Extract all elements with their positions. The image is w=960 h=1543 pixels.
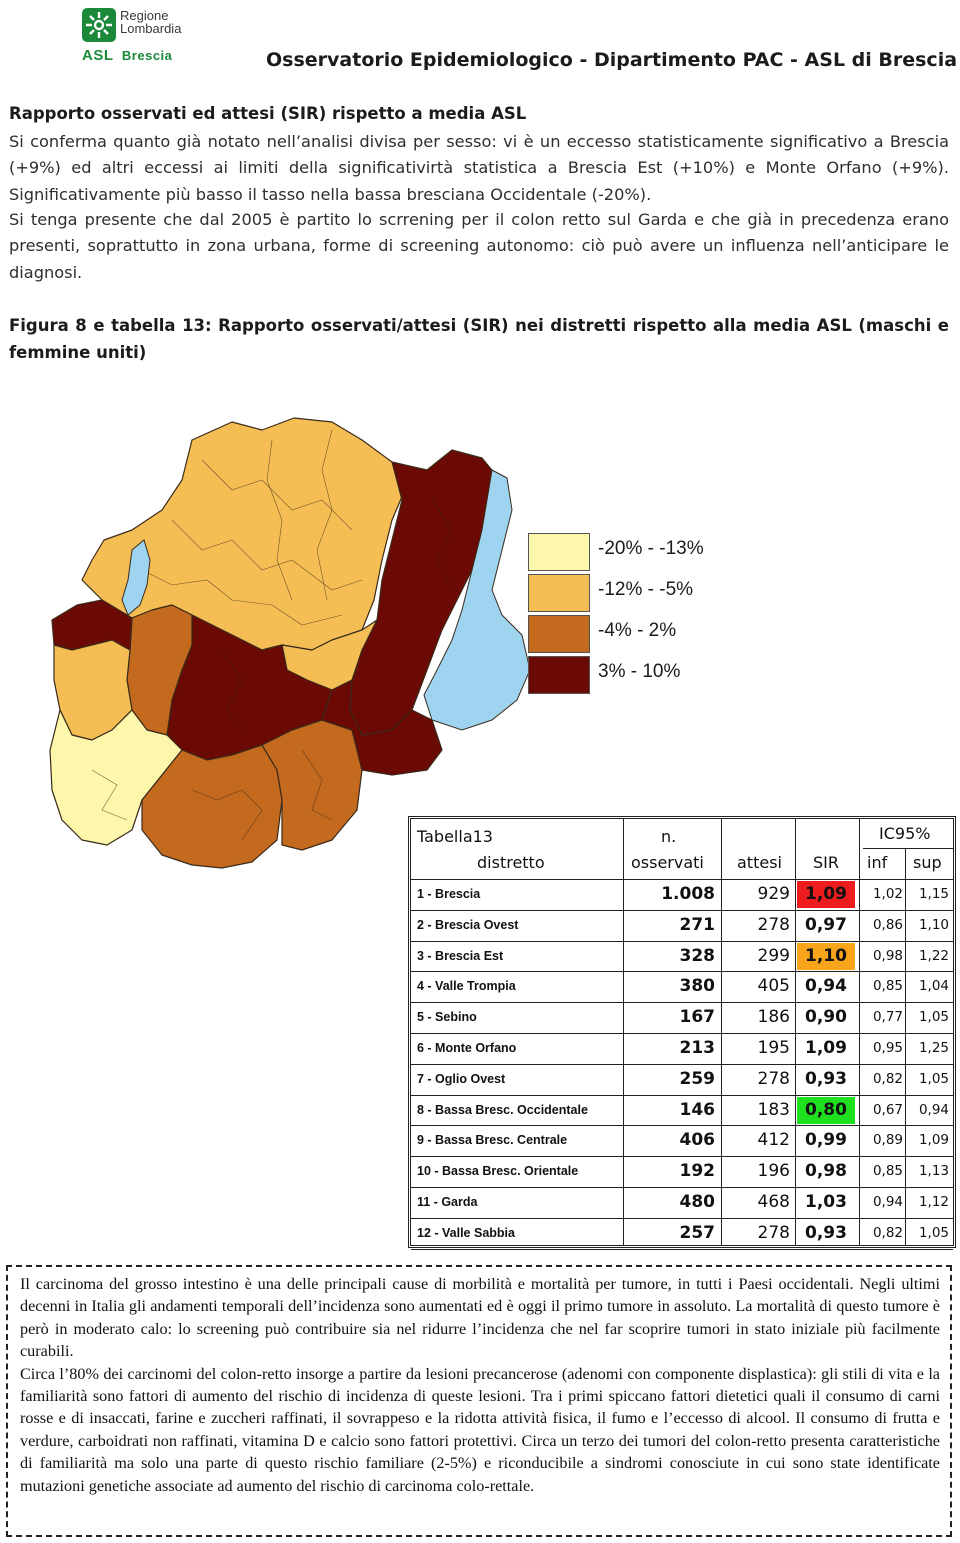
section-title: Rapporto osservati ed attesi (SIR) rispetto a media ASL <box>9 104 527 123</box>
cell-sir: 0,93 <box>805 1222 847 1243</box>
legend-label-1: -20% - -13% <box>598 538 704 559</box>
cell-inf: 0,85 <box>872 1163 903 1180</box>
section-paragraph-1: Si conferma quanto già notato nell’analisi divisa per sesso: vi è un eccesso statisticamente significativo a Brescia (+9%) ed altri eccessi ai limiti della significativirtà statistica a Brescia Est (+10%) e Monte Orfano (+9%). Significativamente più basso il tasso nella bassa bresciana Occidentale (-20%). <box>9 132 949 204</box>
sir-table <box>408 816 956 1248</box>
header-ic95: IC95% <box>879 824 931 843</box>
cell-distretto: 3 - Brescia Est <box>417 948 504 963</box>
cell-attesi: 299 <box>757 945 790 966</box>
cell-osservati: 167 <box>679 1007 715 1028</box>
cell-attesi: 278 <box>757 914 790 935</box>
logo-region-text <box>120 9 181 35</box>
cell-attesi: 412 <box>757 1130 790 1151</box>
asl-logo <box>80 6 210 66</box>
info-box <box>6 1265 952 1537</box>
logo-region-line2: Lombardia <box>120 21 182 36</box>
table-title: Tabella13 <box>417 827 493 846</box>
cell-inf: 0,82 <box>872 1224 903 1241</box>
cell-sup: 1,09 <box>918 1132 949 1149</box>
cell-sir: 1,09 <box>797 881 855 908</box>
cell-distretto: 9 - Bassa Bresc. Centrale <box>417 1133 568 1148</box>
cell-sup: 1,13 <box>918 1163 949 1180</box>
cell-distretto: 5 - Sebino <box>417 1010 477 1025</box>
logo-brescia: Brescia <box>121 48 173 63</box>
info-paragraph-1: Il carcinoma del grosso intestino è una delle principali cause di morbilità e mortalità per tumore, in tutti i Paesi occidentali. Negli ultimi decenni in Italia gli andamenti temporali dell’incidenza sono aumentati ed è oggi il primo tumore in assoluto. La mortalità di questo tumore è però in moderato calo: lo screening può contribuire sia nel ridurre l’incidenza che nel far scoprire tumori in stato iniziale più facilmente curabili. <box>20 1275 940 1361</box>
header-sir: SIR <box>813 853 839 872</box>
table-row <box>411 1034 953 1065</box>
district-north-area <box>82 418 404 650</box>
header-osservati: osservati <box>631 853 704 872</box>
cell-sup: 1,25 <box>918 1040 949 1056</box>
cell-sup: 0,94 <box>918 1101 949 1118</box>
cell-sir: 0,93 <box>805 1068 847 1089</box>
cell-sir: 1,10 <box>797 943 855 970</box>
cell-osservati: 146 <box>679 1099 715 1120</box>
logo-asl-text <box>82 47 172 64</box>
cell-sup: 1,04 <box>918 978 949 995</box>
logo-asl: ASL <box>82 47 114 64</box>
cell-sup: 1,22 <box>918 947 949 964</box>
cell-inf: 0,77 <box>872 1009 903 1026</box>
cell-inf: 0,89 <box>872 1132 903 1149</box>
table-row <box>411 1188 953 1219</box>
cell-attesi: 929 <box>757 884 790 904</box>
cell-distretto: 4 - Valle Trompia <box>417 979 516 994</box>
cell-sir: 0,94 <box>805 976 847 997</box>
cell-sir: 0,98 <box>805 1161 847 1182</box>
legend-swatch-1 <box>528 533 590 571</box>
cell-inf: 1,02 <box>872 886 903 902</box>
cell-sup: 1,05 <box>918 1070 949 1087</box>
cell-osservati: 328 <box>679 945 715 966</box>
cell-distretto: 10 - Bassa Bresc. Orientale <box>417 1164 579 1179</box>
header-attesi: attesi <box>737 853 782 872</box>
cell-sir: 0,90 <box>805 1007 847 1028</box>
page-header-title: Osservatorio Epidemiologico - Dipartimento PAC - ASL di Brescia <box>266 49 958 71</box>
cell-attesi: 405 <box>757 976 790 997</box>
district-map <box>32 400 552 870</box>
cell-osservati: 480 <box>679 1192 715 1212</box>
cell-sir: 1,03 <box>805 1192 847 1212</box>
cell-osservati: 380 <box>679 976 715 997</box>
cell-distretto: 2 - Brescia Ovest <box>417 917 519 932</box>
table-row <box>411 1065 953 1096</box>
cell-inf: 0,82 <box>872 1070 903 1087</box>
legend-label-2: -12% - -5% <box>598 579 694 600</box>
cell-distretto: 8 - Bassa Bresc. Occidentale <box>417 1102 588 1117</box>
table-row <box>411 1219 953 1250</box>
cell-sir: 0,80 <box>797 1097 855 1124</box>
legend-swatch-2 <box>528 574 590 612</box>
cell-inf: 0,98 <box>872 947 903 964</box>
figure-caption: Figura 8 e tabella 13: Rapporto osservati/attesi (SIR) nei distretti rispetto alla media ASL (maschi e femmine uniti) <box>9 316 949 362</box>
info-box-text <box>20 1273 940 1497</box>
header-n: n. <box>661 827 677 846</box>
cell-inf: 0,67 <box>872 1101 903 1118</box>
cell-attesi: 196 <box>757 1161 790 1182</box>
cell-distretto: 7 - Oglio Ovest <box>417 1071 506 1086</box>
table-row <box>411 1096 953 1127</box>
table-row <box>411 880 953 911</box>
legend-swatch-4 <box>528 656 590 694</box>
cell-attesi: 468 <box>757 1192 790 1212</box>
cell-sup: 1,15 <box>918 886 949 902</box>
info-paragraph-2: Circa l’80% dei carcinomi del colon-retto insorge a partire da lesioni precancerose (adenomi con componente displastica): gli stili di vita e la familiarità sono fattori di aumento del rischio di incidenza di queste lesioni. Tra i primi spiccano fattori dietetici quali il consumo di carni rosse e di insaccati, farine e zuccheri raffinati, il sovrappeso e la ridotta attività fisica, il fumo e l’eccesso di alcool. Il consumo di frutta e verdure, carboidrati non raffinati, vitamina D e calcio sono fattori protettivi. Circa un terzo dei tumori del colon-retto presenta caratteristiche di familiarità ma solo una parte di questo rischio familiare (2-5%) e riconducibile a sindromi conosciute in cui sono state identificate mutazioni genetiche associate ad aumento del rischio di carcinoma colo-rettale. <box>20 1364 940 1495</box>
cell-osservati: 1.008 <box>661 884 715 904</box>
cell-sir: 0,97 <box>805 914 847 935</box>
table-row <box>411 942 953 973</box>
table-row <box>411 972 953 1003</box>
cell-osservati: 259 <box>679 1068 715 1089</box>
cell-inf: 0,85 <box>872 978 903 995</box>
cell-osservati: 257 <box>679 1222 715 1243</box>
cell-distretto: 6 - Monte Orfano <box>417 1041 517 1055</box>
cell-distretto: 12 - Valle Sabbia <box>417 1225 515 1240</box>
cell-sup: 1,05 <box>918 1009 949 1026</box>
table-row <box>411 1157 953 1188</box>
lombardia-rose-icon <box>82 8 116 42</box>
cell-sir: 1,09 <box>805 1038 847 1058</box>
cell-attesi: 183 <box>757 1099 790 1120</box>
cell-distretto: 11 - Garda <box>417 1195 478 1209</box>
cell-attesi: 278 <box>757 1222 790 1243</box>
table-row <box>411 1003 953 1034</box>
legend-swatch-3 <box>528 615 590 653</box>
table-row <box>411 911 953 942</box>
cell-sup: 1,12 <box>918 1194 949 1210</box>
cell-attesi: 195 <box>757 1038 790 1058</box>
header-distretto: distretto <box>477 853 545 872</box>
logo-region-line1: Regione <box>120 8 169 23</box>
cell-osservati: 271 <box>679 914 715 935</box>
cell-sir: 0,99 <box>805 1130 847 1151</box>
cell-distretto: 1 - Brescia <box>417 887 481 901</box>
cell-osservati: 192 <box>679 1161 715 1182</box>
cell-inf: 0,94 <box>872 1194 903 1210</box>
row-divider <box>411 1249 953 1250</box>
cell-inf: 0,95 <box>872 1040 903 1056</box>
cell-osservati: 406 <box>679 1130 715 1151</box>
cell-inf: 0,86 <box>872 916 903 933</box>
section-paragraph-2: Si tenga presente che dal 2005 è partito lo scrrening per il colon retto sul Garda e che già in precedenza erano presenti, soprattutto in zona urbana, forme di screening autonomo: ciò può avere un influenza nell’anticipare le diagnosi. <box>9 210 949 282</box>
cell-osservati: 213 <box>679 1038 715 1058</box>
table-row <box>411 1126 953 1157</box>
header-sup: sup <box>913 853 942 872</box>
header-inf: inf <box>867 853 888 872</box>
cell-attesi: 186 <box>757 1007 790 1028</box>
header-divider-ic <box>863 848 953 849</box>
cell-sup: 1,10 <box>918 916 949 933</box>
cell-sup: 1,05 <box>918 1224 949 1241</box>
legend-label-4: 3% - 10% <box>598 661 681 682</box>
legend-label-3: -4% - 2% <box>598 620 677 641</box>
cell-attesi: 278 <box>757 1068 790 1089</box>
